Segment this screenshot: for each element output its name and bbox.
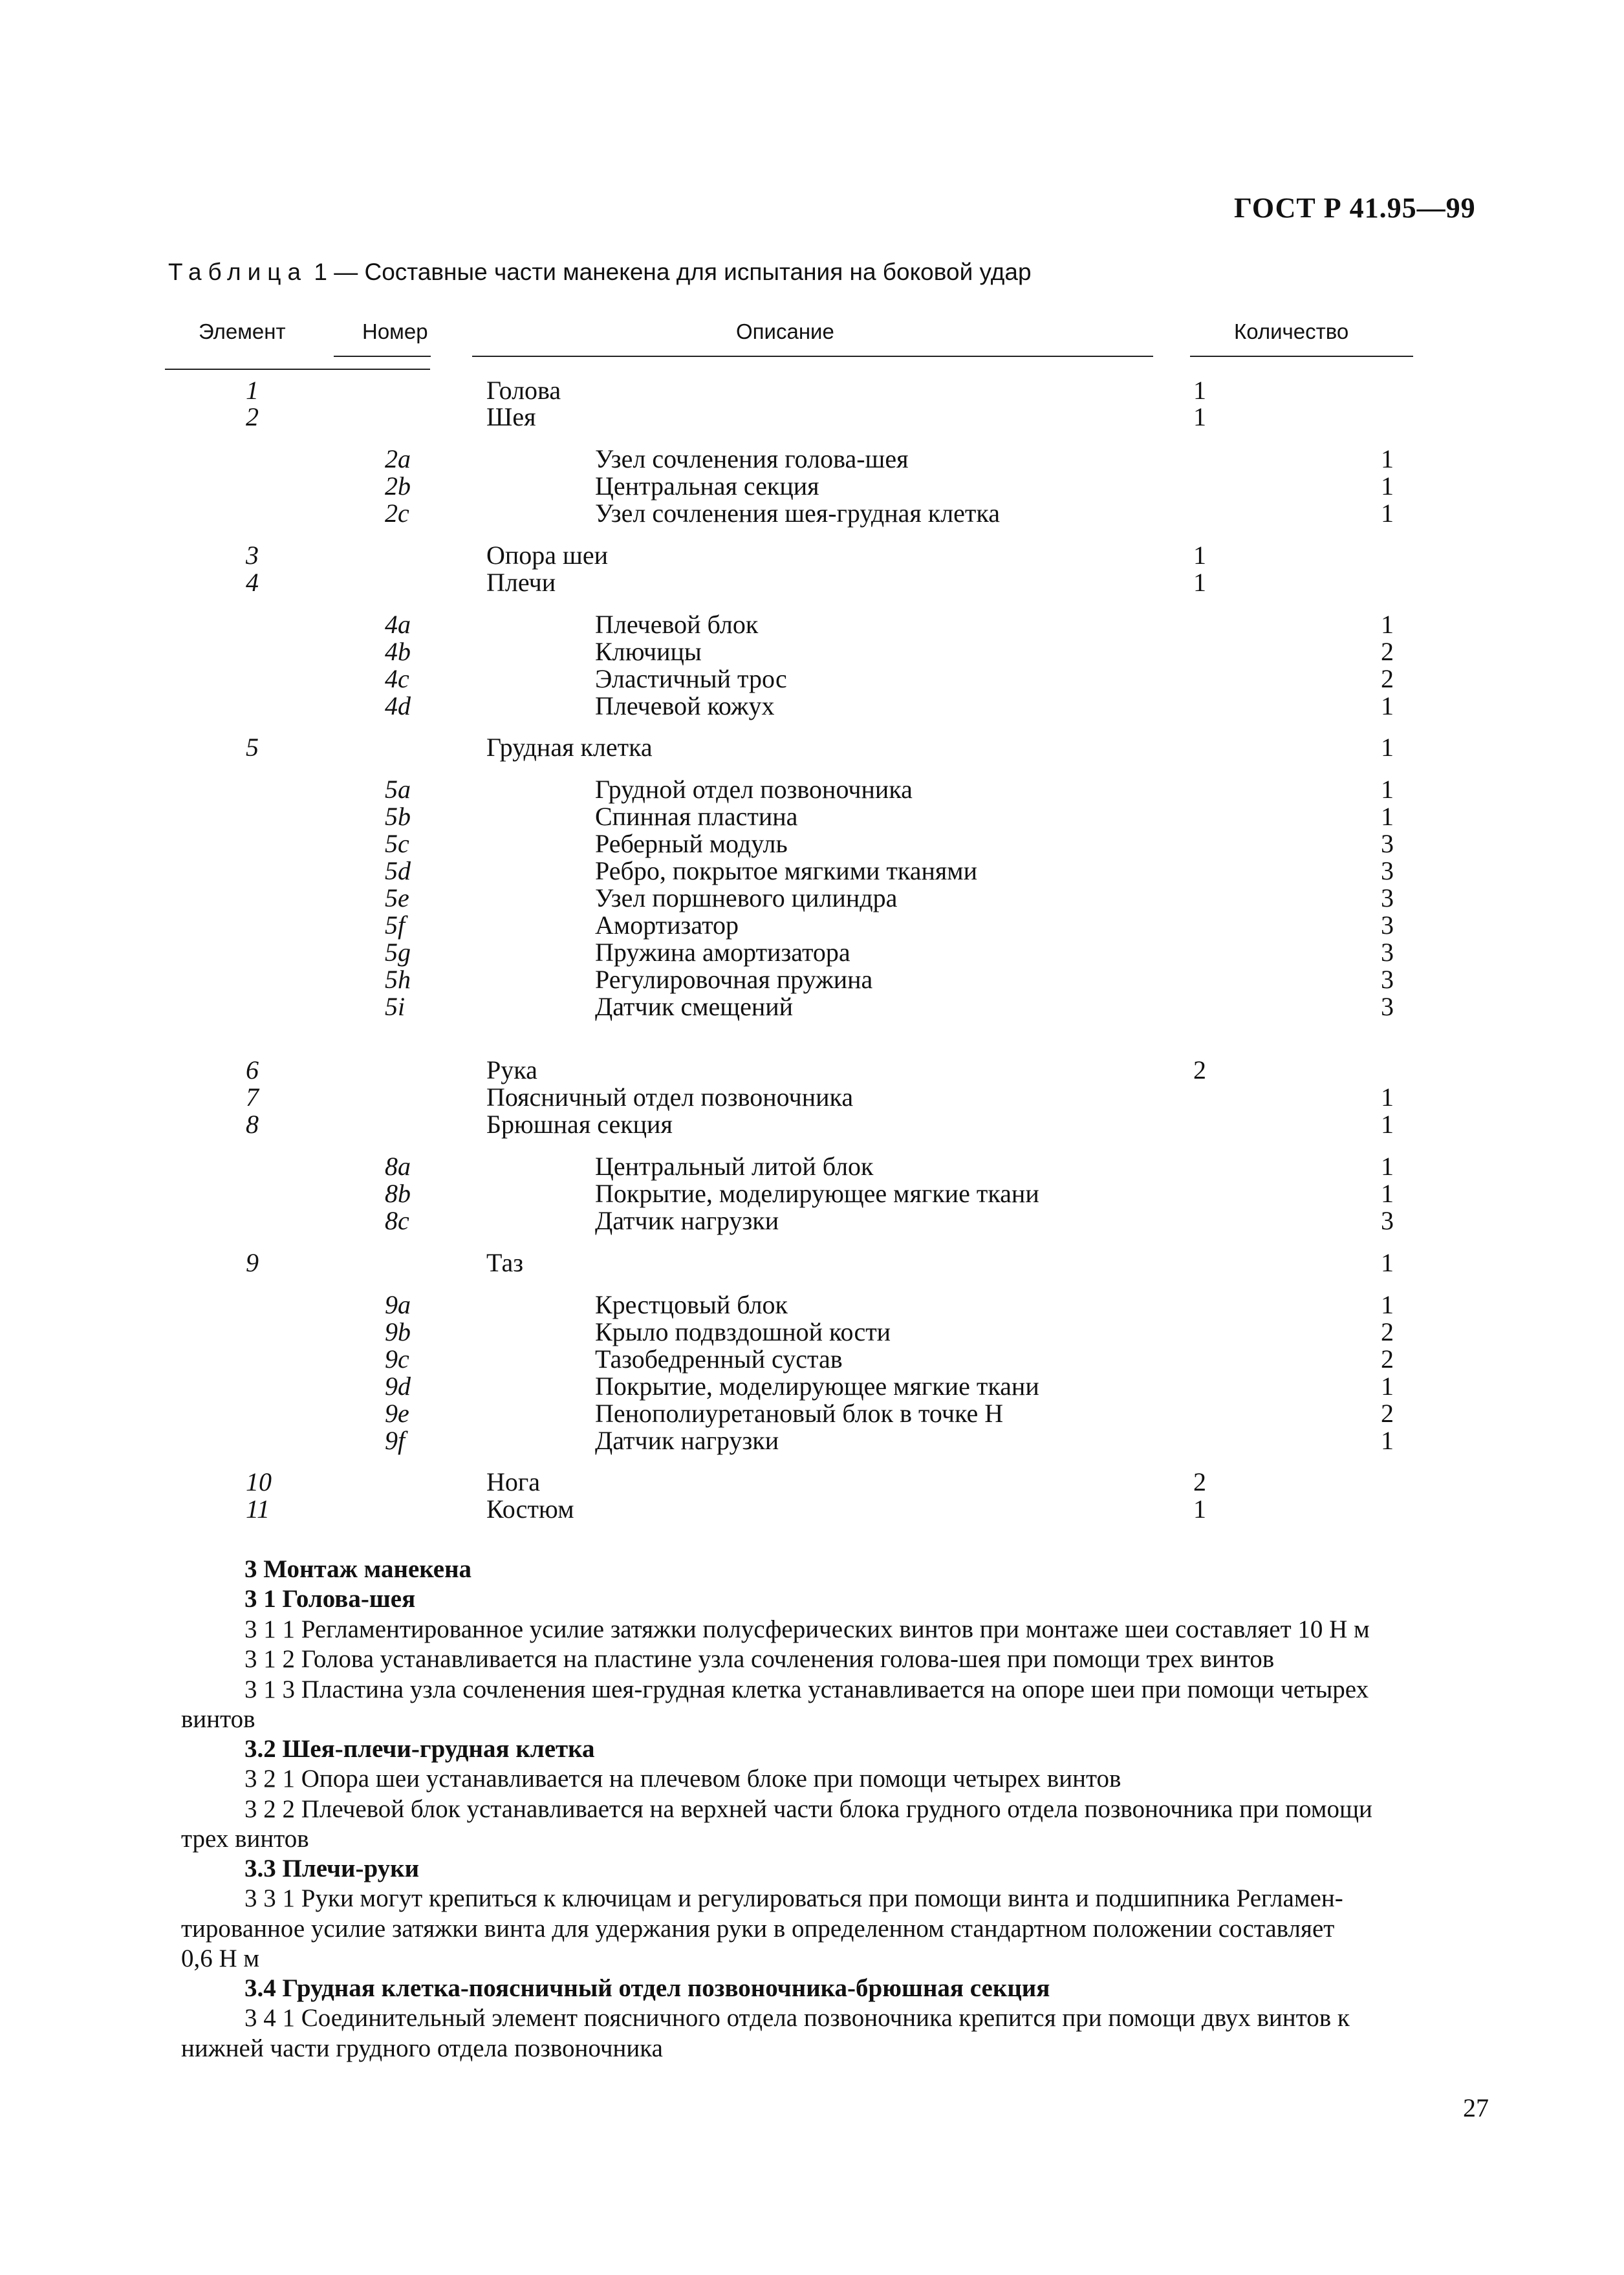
section-3-title: 3 Монтаж манекена (244, 1555, 472, 1583)
description-cell: Плечи (486, 568, 556, 597)
table-row (0, 472, 1624, 501)
col-header-quantity: Количество (1234, 319, 1349, 343)
element-cell: 2 (246, 402, 259, 431)
number-cell: 9b (385, 1317, 411, 1346)
quantity-cell: 1 (1193, 1494, 1206, 1524)
paragraph-3-4-1-cont: нижней части грудного отдела позвоночника (181, 2034, 663, 2062)
col-header-element: Элемент (199, 319, 286, 343)
description-cell: Костюм (486, 1494, 574, 1524)
table-row (0, 403, 1624, 431)
paragraph-3-1-3: 3 1 3 Пластина узла сочленения шея-грудная клетка устанавливается на опоре шеи при помощи четырех (244, 1676, 1369, 1703)
description-cell: Регулировочная пружина (595, 965, 873, 994)
description-cell: Плечевой блок (595, 610, 759, 639)
paragraph-3-4-1: 3 4 1 Соединительный элемент поясничного отдела позвоночника крепится при помощи двух винтов к (244, 2004, 1350, 2032)
table-row (0, 1372, 1624, 1401)
number-cell: 9c (385, 1344, 409, 1374)
number-cell: 4a (385, 610, 411, 639)
description-cell: Датчик нагрузки (595, 1206, 779, 1235)
description-cell: Центральный литой блок (595, 1152, 874, 1181)
quantity-cell: 3 (1381, 883, 1394, 912)
table-row (0, 638, 1624, 666)
number-cell: 5i (385, 992, 406, 1021)
table-row (0, 965, 1624, 994)
quantity-cell: 2 (1381, 1344, 1394, 1374)
description-cell: Нога (486, 1467, 541, 1496)
quantity-cell: 1 (1381, 1248, 1394, 1277)
description-cell: Грудной отдел позвоночника (595, 775, 913, 804)
col-header-description: Описание (736, 319, 834, 343)
subsection-3-4-title: 3.4 Грудная клетка-поясничный отдел позвоночника-брюшная секция (244, 1974, 1050, 2002)
table-row (0, 1180, 1624, 1208)
table-caption-text: 1 — Составные части манекена для испытания на боковой удар (314, 259, 1032, 285)
number-cell: 5c (385, 829, 409, 858)
description-cell: Опора шеи (486, 541, 609, 570)
number-cell: 8c (385, 1206, 409, 1235)
number-cell: 2b (385, 471, 411, 501)
quantity-cell: 1 (1193, 402, 1206, 431)
description-cell: Плечевой кожух (595, 691, 775, 720)
quantity-cell: 1 (1381, 1110, 1394, 1139)
paragraph-3-3-1-cont: тированное усилие затяжки винта для удержания руки в определенном стандартном положении составляет (181, 1915, 1335, 1943)
element-cell: 1 (246, 376, 259, 405)
table-row (0, 1291, 1624, 1319)
number-cell: 5b (385, 802, 411, 831)
table-caption (168, 259, 1032, 286)
description-cell: Эластичный трос (595, 664, 787, 693)
description-cell: Покрытие, моделирующее мягкие ткани (595, 1179, 1039, 1208)
quantity-cell: 3 (1381, 965, 1394, 994)
quantity-cell: 1 (1381, 499, 1394, 528)
subsection-3-3-title: 3.3 Плечи-руки (244, 1855, 420, 1882)
description-cell: Ключицы (595, 637, 702, 666)
number-cell: 5g (385, 938, 411, 967)
table-row (0, 1056, 1624, 1084)
element-cell: 10 (246, 1467, 272, 1496)
number-cell: 4c (385, 664, 409, 693)
quantity-cell: 3 (1381, 938, 1394, 967)
header-rule-quantity (1190, 356, 1413, 357)
table-row (0, 1495, 1624, 1524)
quantity-cell: 2 (1193, 1467, 1206, 1496)
quantity-cell: 2 (1381, 1399, 1394, 1428)
quantity-cell: 1 (1193, 568, 1206, 597)
description-cell: Центральная секция (595, 471, 819, 501)
quantity-cell: 1 (1381, 1372, 1394, 1401)
number-cell: 9d (385, 1372, 411, 1401)
paragraph-3-1-3-cont: винтов (181, 1705, 255, 1733)
table-row (0, 733, 1624, 762)
description-cell: Брюшная секция (486, 1110, 673, 1139)
description-cell: Крестцовый блок (595, 1290, 788, 1319)
description-cell: Голова (486, 376, 561, 405)
element-cell: 8 (246, 1110, 259, 1139)
subsection-3-1-label: 3 1 Голова-шея (244, 1585, 416, 1613)
paragraph-3-2-2: 3 2 2 Плечевой блок устанавливается на верхней части блока грудного отдела позвоночника при помощи (244, 1795, 1372, 1823)
quantity-cell: 1 (1381, 1290, 1394, 1319)
header-rule-element (165, 369, 430, 370)
table-row (0, 803, 1624, 831)
table-caption-label: Таблица (168, 259, 308, 285)
page-number: 27 (1463, 2093, 1489, 2122)
table-row (0, 665, 1624, 693)
number-cell: 8b (385, 1179, 411, 1208)
table-row (0, 610, 1624, 639)
subsection-3-2-title: 3.2 Шея-плечи-грудная клетка (244, 1735, 595, 1763)
description-cell: Узел поршневого цилиндра (595, 883, 898, 912)
quantity-cell: 2 (1193, 1055, 1206, 1084)
quantity-cell: 2 (1381, 664, 1394, 693)
quantity-cell: 1 (1193, 541, 1206, 570)
quantity-cell: 1 (1381, 610, 1394, 639)
quantity-cell: 1 (1381, 471, 1394, 501)
table-row (0, 692, 1624, 720)
quantity-cell: 3 (1381, 829, 1394, 858)
paragraph-3-3-1: 3 3 1 Руки могут крепиться к ключицам и регулироваться при помощи винта и подшипника Регламен- (244, 1884, 1343, 1912)
element-cell: 3 (246, 541, 259, 570)
description-cell: Шея (486, 402, 536, 431)
table-row (0, 911, 1624, 940)
table-row (0, 499, 1624, 528)
paragraph-3-1-2: 3 1 2 Голова устанавливается на пластине узла сочленения голова-шея при помощи трех винтов (244, 1645, 1275, 1673)
number-cell: 8a (385, 1152, 411, 1181)
number-cell: 5f (385, 911, 406, 940)
quantity-cell: 1 (1381, 733, 1394, 762)
quantity-cell: 1 (1381, 1083, 1394, 1112)
quantity-cell: 1 (1193, 376, 1206, 405)
description-cell: Реберный модуль (595, 829, 788, 858)
quantity-cell: 3 (1381, 992, 1394, 1021)
description-cell: Поясничный отдел позвоночника (486, 1083, 854, 1112)
description-cell: Ребро, покрытое мягкими тканями (595, 856, 977, 885)
quantity-cell: 1 (1381, 775, 1394, 804)
table-row (0, 1399, 1624, 1428)
element-cell: 6 (246, 1055, 259, 1084)
table-row (0, 993, 1624, 1021)
number-cell: 5d (385, 856, 411, 885)
description-cell: Таз (486, 1248, 523, 1277)
description-cell: Датчик смещений (595, 992, 794, 1021)
number-cell: 4d (385, 691, 411, 720)
quantity-cell: 1 (1381, 1179, 1394, 1208)
quantity-cell: 1 (1381, 1152, 1394, 1181)
number-cell: 2a (385, 444, 411, 473)
table-row (0, 884, 1624, 912)
description-cell: Спинная пластина (595, 802, 798, 831)
header-rule-description (472, 356, 1153, 357)
table-row (0, 541, 1624, 570)
table-row (0, 1427, 1624, 1455)
table-row (0, 1083, 1624, 1112)
number-cell: 2c (385, 499, 409, 528)
description-cell: Грудная клетка (486, 733, 653, 762)
element-cell: 5 (246, 733, 259, 762)
quantity-cell: 3 (1381, 1206, 1394, 1235)
table-row (0, 1468, 1624, 1496)
quantity-cell: 3 (1381, 911, 1394, 940)
description-cell: Амортизатор (595, 911, 739, 940)
element-cell: 9 (246, 1248, 259, 1277)
quantity-cell: 2 (1381, 637, 1394, 666)
description-cell: Узел сочленения голова-шея (595, 444, 909, 473)
paragraph-3-3-1-end: 0,6 Н м (181, 1945, 260, 1972)
quantity-cell: 1 (1381, 802, 1394, 831)
description-cell: Пружина амортизатора (595, 938, 850, 967)
quantity-cell: 1 (1381, 444, 1394, 473)
number-cell: 4b (385, 637, 411, 666)
table-row (0, 1318, 1624, 1346)
description-cell: Пенополиуретановый блок в точке H (595, 1399, 1004, 1428)
number-cell: 5e (385, 883, 409, 912)
number-cell: 9a (385, 1290, 411, 1319)
table-row (0, 938, 1624, 967)
element-cell: 4 (246, 568, 259, 597)
table-row (0, 1345, 1624, 1374)
table-row (0, 568, 1624, 597)
number-cell: 5h (385, 965, 411, 994)
subsection-3-1-title (244, 1584, 415, 1614)
table-row (0, 775, 1624, 804)
quantity-cell: 2 (1381, 1317, 1394, 1346)
description-cell: Датчик нагрузки (595, 1426, 779, 1455)
element-cell: 11 (246, 1494, 270, 1524)
table-row (0, 1207, 1624, 1235)
description-cell: Покрытие, моделирующее мягкие ткани (595, 1372, 1039, 1401)
quantity-cell: 1 (1381, 691, 1394, 720)
table-row (0, 376, 1624, 405)
quantity-cell: 3 (1381, 856, 1394, 885)
table-row (0, 1249, 1624, 1277)
table-row (0, 830, 1624, 858)
description-cell: Рука (486, 1055, 537, 1084)
paragraph-3-1-1: 3 1 1 Регламентированное усилие затяжки полусферических винтов при монтаже шеи составляет 10 Н м (244, 1615, 1370, 1643)
description-cell: Узел сочленения шея-грудная клетка (595, 499, 1000, 528)
number-cell: 5a (385, 775, 411, 804)
paragraph-3-2-1: 3 2 1 Опора шеи устанавливается на плечевом блоке при помощи четырех винтов (244, 1765, 1121, 1793)
number-cell: 9e (385, 1399, 409, 1428)
table-row (0, 857, 1624, 885)
paragraph-3-2-2-cont: трех винтов (181, 1825, 309, 1853)
quantity-cell: 1 (1381, 1426, 1394, 1455)
document-code: ГОСТ Р 41.95—99 (1234, 192, 1476, 224)
table-row (0, 1152, 1624, 1181)
table-row (0, 1110, 1624, 1139)
header-rule-number (334, 356, 431, 357)
table-row (0, 445, 1624, 473)
col-header-number: Номер (362, 319, 428, 343)
number-cell: 9f (385, 1426, 406, 1455)
description-cell: Крыло подвздошной кости (595, 1317, 891, 1346)
description-cell: Тазобедренный сустав (595, 1344, 843, 1374)
element-cell: 7 (246, 1083, 259, 1112)
